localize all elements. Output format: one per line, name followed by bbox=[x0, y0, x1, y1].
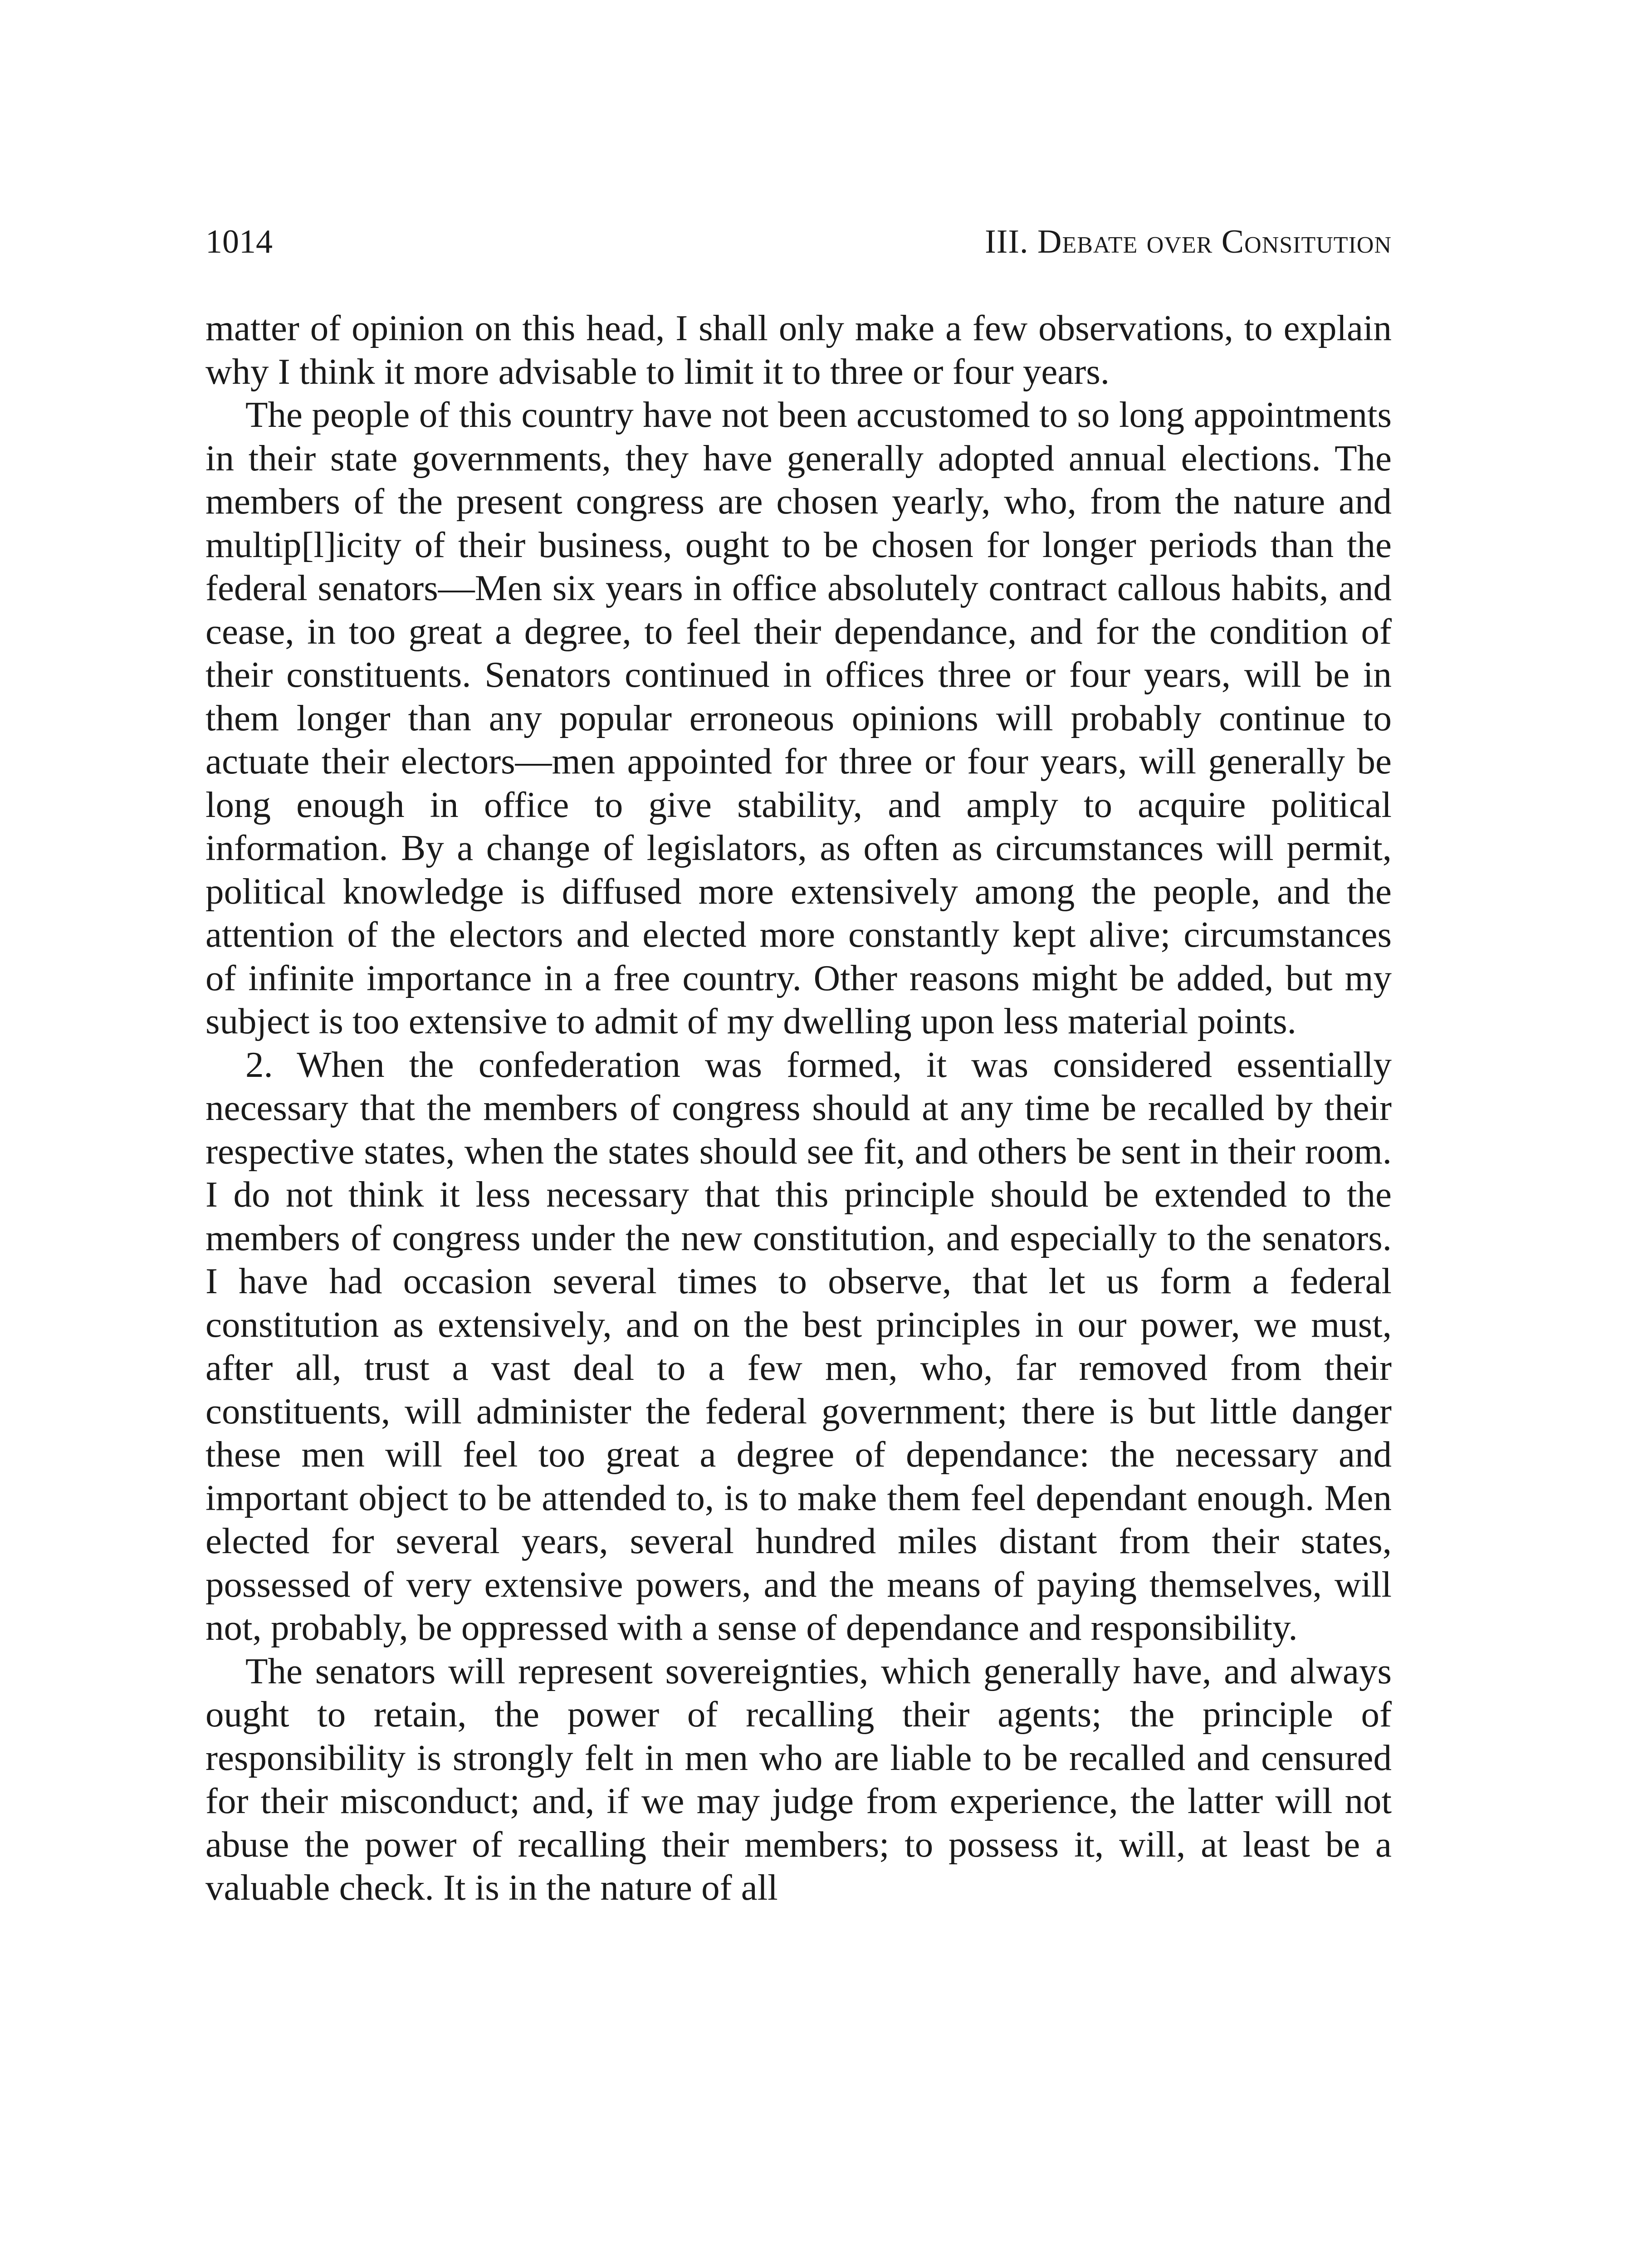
running-head bbox=[205, 221, 1392, 262]
page-number: 1014 bbox=[205, 223, 273, 260]
body-text bbox=[205, 307, 1392, 1910]
paragraph: 2. When the confederation was formed, it was considered essentially necessary that the members of congress should at any time be recalled by their respective states, when the states should see fit, and others be sent in their room. I do not think it less necessary that this principle should be extended to the members of congress under the new constitution, and especially to the senators. I have had occasion several times to observe, that let us form a federal constitution as extensively, and on the best principles in our power, we must, after all, trust a vast deal to a few men, who, far removed from their constituents, will administer the federal government; there is but little danger these men will feel too great a degree of dependance: the necessary and important object to be attended to, is to make them feel dependant enough. Men elected for several years, several hundred miles distant from their states, possessed of very extensive powers, and the means of paying themselves, will not, probably, be oppressed with a sense of dependance and responsibility. bbox=[205, 1044, 1392, 1648]
paragraph: The people of this country have not been accustomed to so long appointments in their state governments, they have generally adopted annual elections. The members of the present congress are chosen yearly, who, from the nature and multip[l]icity of their business, ought to be chosen for longer periods than the federal senators—Men six years in office absolutely contract callous habits, and cease, in too great a degree, to feel their dependance, and for the condition of their constituents. Senators continued in offices three or four years, will be in them longer than any popular erroneous opinions will probably continue to actuate their electors—men appointed for three or four years, will generally be long enough in office to give stability, and amply to acquire political information. By a change of legislators, as often as circumstances will permit, political knowledge is diffused more extensively among the people, and the attention of the electors and elected more constantly kept alive; circumstances of infinite importance in a free country. Other reasons might be added, but my subject is too extensive to admit of my dwelling upon less material points. bbox=[205, 394, 1392, 1041]
section-title bbox=[985, 221, 1392, 262]
section-title-text: III. Debate over Consitution bbox=[985, 223, 1392, 260]
paragraph: The senators will represent sovereignties, which generally have, and always ought to retain, the power of recalling their agents; the principle of responsibility is strongly felt in men who are liable to be recalled and censured for their misconduct; and, if we may judge from experience, the latter will not abuse the power of recalling their members; to possess it, will, at least be a valuable check. It is in the nature of all bbox=[205, 1650, 1392, 1908]
paragraph-continued: matter of opinion on this head, I shall only make a few observations, to explain why I think it more advisable to limit it to three or four years. bbox=[205, 308, 1392, 392]
